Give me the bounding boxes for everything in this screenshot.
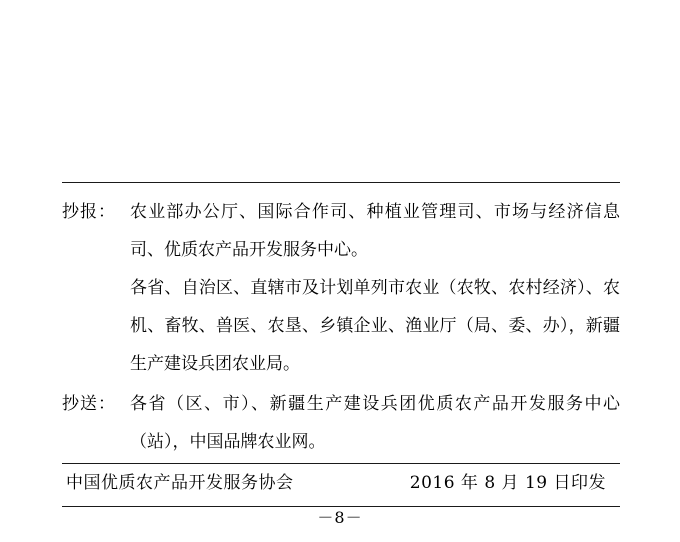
distribution-body-chaosong [130,385,620,461]
distribution-paragraph: 农业部办公厅、国际合作司、种植业管理司、市场与经济信息司、优质农产品开发服务中心。 [130,202,620,260]
issue-date: 2016 年 8 月 19 日印发 [409,473,606,493]
distribution-label-chaobao: 抄报： [62,202,116,222]
document-footer [62,464,620,500]
page-number: －8－ [317,508,363,527]
distribution-section-chaosong [62,385,620,461]
divider-top [62,182,620,183]
distribution-block [62,182,620,507]
distribution-paragraph: 各省（区、市）、新疆生产建设兵团优质农产品开发服务中心（站），中国品牌农业网。 [130,394,620,452]
issuing-organization: 中国优质农产品开发服务协会 [66,473,294,493]
distribution-body-chaobao [130,193,620,383]
distribution-paragraph: 各省、自治区、直辖市及计划单列市农业（农牧、农村经济）、农机、畜牧、兽医、农垦、乡镇企业、渔业厅（局、委、办），新疆生产建设兵团农业局。 [130,278,620,374]
distribution-label-chaosong: 抄送： [62,394,116,414]
distribution-section-chaobao [62,193,620,383]
